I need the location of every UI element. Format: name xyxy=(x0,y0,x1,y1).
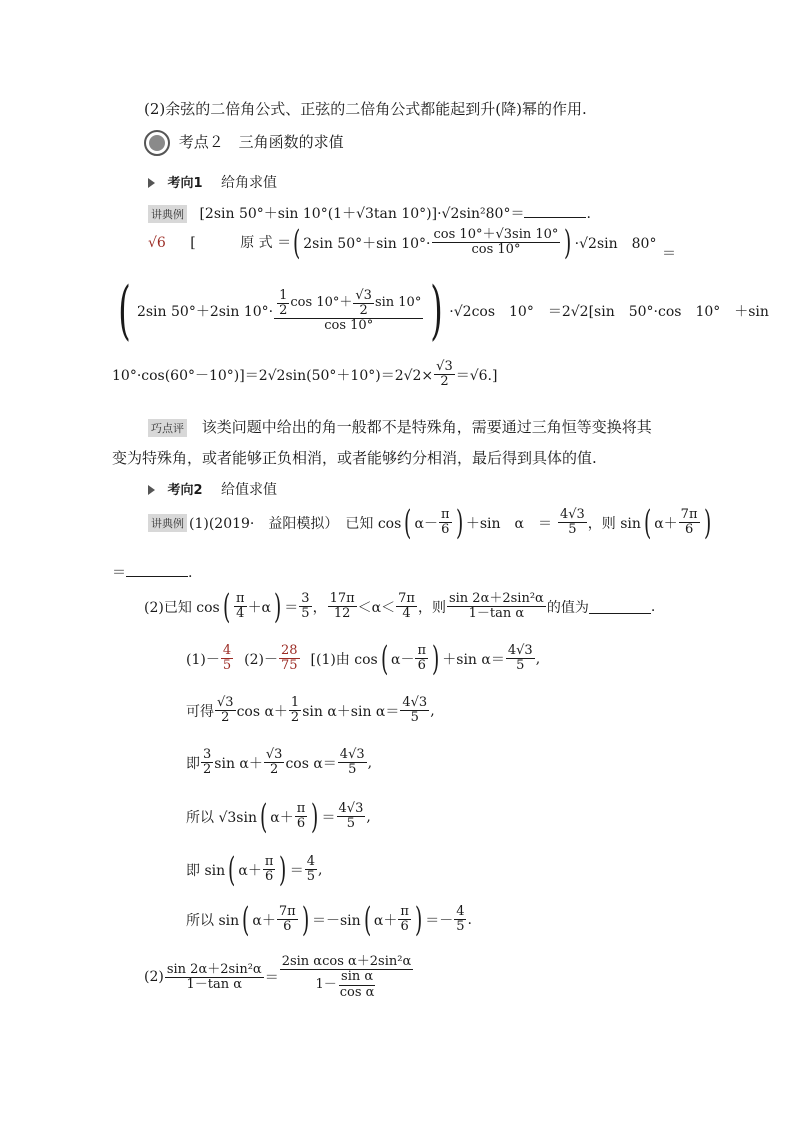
right-paren: ) xyxy=(311,796,319,837)
circle-badge-icon xyxy=(144,130,170,156)
den: 75 xyxy=(280,658,298,674)
left-paren: ( xyxy=(404,502,412,543)
den: 5 xyxy=(306,869,315,885)
sol-line2 xyxy=(186,748,372,778)
kaodian-title: 三角函数的求值 xyxy=(238,133,344,151)
num: √3 xyxy=(217,695,234,710)
sol-s2-end: , xyxy=(367,754,373,771)
sol-s1-b: cos α＋ xyxy=(236,703,288,720)
left-paren: ( xyxy=(380,638,388,679)
ex2-q1-end: ＝ xyxy=(112,565,126,581)
right-paren: ) xyxy=(703,502,711,543)
num: sin 2α＋2sin²α xyxy=(448,591,544,606)
num: 4 xyxy=(306,854,315,869)
comment-tag: 巧点评 xyxy=(148,419,187,437)
comment-line2 xyxy=(112,447,597,468)
pi-over-6 xyxy=(398,905,411,935)
ex1-l2-b: ·√2cos 10° ＝2√2[sin 50°·cos 10° ＋sin xyxy=(449,304,769,320)
num: π xyxy=(236,591,245,606)
sol-s0-b: α－ xyxy=(390,651,415,668)
num: π xyxy=(296,801,306,816)
big-right-paren: ) xyxy=(430,274,444,348)
sol-s5-d: α＋ xyxy=(373,912,398,929)
ex1-l2-frac xyxy=(274,289,423,334)
s6-frac2 xyxy=(280,955,414,1000)
ex2-q2-f: 的值为 xyxy=(546,599,589,616)
expr-frac xyxy=(447,592,546,622)
s3-frac xyxy=(337,802,366,832)
ex2-q2-c: ， xyxy=(312,599,327,616)
sol-s4-a: 即 sin xyxy=(186,862,226,879)
pi-over-4 xyxy=(234,592,247,622)
den: 5 xyxy=(456,919,465,935)
den: 6 xyxy=(265,869,274,885)
right-paren: ) xyxy=(414,899,423,940)
ex1-formula3 xyxy=(112,360,497,390)
kaoxiang1-header xyxy=(148,172,277,192)
den: 4 xyxy=(402,606,411,622)
ex1-l1-num: cos 10°＋√3sin 10° xyxy=(433,227,559,242)
right-paren: ) xyxy=(564,222,572,263)
num: 4 xyxy=(222,643,232,658)
sol-s3-end: , xyxy=(366,808,371,825)
six: 6 xyxy=(441,522,450,538)
17pi-over-12 xyxy=(328,592,357,622)
ex1-l3-frac xyxy=(434,360,455,390)
sol-s1-a: 可得 xyxy=(186,703,214,720)
right-paren: ) xyxy=(431,638,440,679)
ex2-q1-c: ，则 sin xyxy=(587,515,641,532)
den: 4 xyxy=(236,606,245,622)
big-left-paren: ( xyxy=(118,274,131,348)
ex2-q1-d: α＋ xyxy=(654,515,678,532)
sol-line3 xyxy=(186,796,371,837)
left-paren: ( xyxy=(242,899,250,940)
s1-frac2 xyxy=(289,696,301,726)
den xyxy=(313,970,379,1000)
den: 5 xyxy=(568,522,577,538)
kaoxiang2-label: 考向2 xyxy=(167,483,203,498)
comment-text2: 变为特殊角，或者能够正负相消，或者能够约分相消，最后得到具体的值. xyxy=(112,449,597,467)
sol-s3-c: ＝ xyxy=(321,809,336,826)
den: 2 xyxy=(221,710,230,726)
ex1-l3-b: ＝√6.] xyxy=(455,367,498,384)
ex1-l2-a: 2sin 50°＋2sin 10°· xyxy=(136,304,274,320)
sqrt3half-frac xyxy=(353,289,374,319)
sol-s2-a: 即 xyxy=(186,755,200,772)
ex2-q2-e: ，则 xyxy=(417,599,446,616)
ex1-l2-num-f: sin 10° xyxy=(374,295,422,311)
ex1-l1-a: 2sin 50°＋sin 10°· xyxy=(303,235,431,252)
sol-s5-c: ＝－sin xyxy=(311,912,361,929)
left-paren: ( xyxy=(643,502,652,543)
answer-blank xyxy=(589,599,651,614)
7pi-over-6 xyxy=(277,905,298,935)
ex1-formula2 xyxy=(112,274,769,348)
sol-s6-eq: ＝ xyxy=(264,970,279,987)
left-paren: ( xyxy=(259,796,268,837)
right-paren: ) xyxy=(274,586,282,627)
ex1-l1-den: cos 10° xyxy=(471,242,521,258)
den: 1－tan α xyxy=(186,976,243,992)
den: 6 xyxy=(417,658,426,674)
ex1-l1-eq: ＝ xyxy=(662,246,676,262)
example-tag: 讲典例 xyxy=(148,205,187,223)
ex2-q2-d: ＜α＜ xyxy=(357,599,396,616)
sol-a2: (2)－ xyxy=(244,651,278,668)
sol-s4-b: α＋ xyxy=(238,862,262,879)
example1-question: 讲典例 [2sin 50°＋sin 10°(1＋√3tan 10°)]·√2sin²80°＝ . xyxy=(148,203,591,223)
7pi-over-6 xyxy=(679,508,700,538)
num: π xyxy=(264,854,274,869)
sol-s2-b: sin α＋ xyxy=(214,755,263,772)
ex1-l2-num-c: cos 10°＋ xyxy=(290,295,353,311)
ex2-q2 xyxy=(144,586,656,627)
num: 4√3 xyxy=(338,801,364,816)
num: 4√3 xyxy=(559,507,585,522)
ex1-l2-num xyxy=(274,289,423,320)
den: 6 xyxy=(283,919,292,935)
kaoxiang1-title: 给角求值 xyxy=(220,175,277,191)
pi-over-6 xyxy=(295,802,308,832)
sol-line6 xyxy=(144,955,414,1000)
ex1-bracket: [ xyxy=(190,235,196,251)
s5-frac xyxy=(454,905,466,935)
right-paren: ) xyxy=(301,899,309,940)
answer2-frac xyxy=(279,644,300,674)
kaodian-header xyxy=(144,130,344,156)
num: 1 xyxy=(290,695,300,710)
kaodian-label: 考点２ xyxy=(178,133,224,151)
ex1-l2-den: cos 10° xyxy=(324,318,374,334)
sol-s5-b: α＋ xyxy=(252,912,276,929)
s2-frac1 xyxy=(201,748,213,778)
ex2-q1-answer-line: ＝ . xyxy=(112,562,192,582)
sol-s0: [(1)由 cos xyxy=(310,651,378,668)
sol-s2-c: cos α＝ xyxy=(285,755,337,772)
den: 6 xyxy=(400,919,409,935)
num: 4√3 xyxy=(402,695,428,710)
den: 1－tan α xyxy=(468,606,525,622)
sol-s5-a: 所以 sin xyxy=(186,912,240,929)
intro-line xyxy=(144,98,587,119)
num: 3 xyxy=(301,591,310,606)
num: 17π xyxy=(329,591,355,606)
sol-a1: (1)－ xyxy=(186,651,220,668)
num: 4√3 xyxy=(507,643,533,658)
right-paren: ) xyxy=(455,502,463,543)
ex2-q1-b: ＋sin α ＝ xyxy=(465,515,552,532)
den: 6 xyxy=(296,816,306,832)
ex1-yuanshi: 原 式 ＝ xyxy=(240,235,292,251)
den: 5 xyxy=(348,762,357,778)
four-root3-over-5 xyxy=(558,508,587,538)
kaoxiang2-title: 给值求值 xyxy=(220,482,277,498)
den-a: 1－ xyxy=(315,976,337,992)
ex1-formula1 xyxy=(290,222,657,263)
sol-line0 xyxy=(186,638,541,679)
den: 5 xyxy=(301,606,310,622)
answer-blank xyxy=(126,562,188,577)
ex1-l1-b: ·√2sin 80° xyxy=(574,235,657,252)
3-over-5 xyxy=(299,592,311,622)
sol-s5-e: ＝－ xyxy=(425,912,454,929)
example-tag: 讲典例 xyxy=(148,514,187,532)
num: 7π xyxy=(398,591,415,606)
left-paren: ( xyxy=(222,586,231,627)
pi: π xyxy=(441,507,450,522)
den: 5 xyxy=(410,710,419,726)
den: 2 xyxy=(203,762,212,778)
num: sin α xyxy=(341,969,374,985)
den: 5 xyxy=(516,658,525,674)
7pi-over-4 xyxy=(396,592,417,622)
kaoxiang2-header xyxy=(148,479,277,499)
s0-frac xyxy=(506,644,535,674)
sol-s3-a: 所以 √3sin xyxy=(186,809,257,826)
intro-text: (2)余弦的二倍角公式、正弦的二倍角公式都能起到升(降)幂的作用. xyxy=(144,100,587,118)
tan-frac xyxy=(338,970,377,1000)
sol-line5 xyxy=(186,899,472,940)
s6-frac1 xyxy=(165,963,264,993)
ex2-q2-eq: ＝ xyxy=(284,599,299,616)
ex2-q2-a: (2)已知 cos xyxy=(144,599,220,616)
ex2-q1-alpha: α－ xyxy=(414,515,439,532)
num: π xyxy=(417,643,426,658)
sqrt3-den: 2 xyxy=(359,302,368,318)
num: 7π xyxy=(680,507,698,522)
num: π xyxy=(400,904,409,919)
comment-text1: 该类问题中给出的角一般都不是特殊角，需要通过三角恒等变换将其 xyxy=(201,418,652,436)
den: 12 xyxy=(333,606,351,622)
num: 4√3 xyxy=(339,747,365,762)
den: 5 xyxy=(222,658,232,674)
ex1-l3-a: 10°·cos(60°－10°)]＝2√2sin(50°＋10°)＝2√2× xyxy=(112,367,434,384)
num: sin 2α＋2sin²α xyxy=(166,961,262,977)
answer1-frac xyxy=(221,644,233,674)
triangle-icon xyxy=(148,178,155,188)
den: 2 xyxy=(270,762,279,778)
half-frac xyxy=(277,289,289,319)
s4-frac xyxy=(305,855,317,885)
den: 2 xyxy=(290,710,300,726)
sol-s4-end: , xyxy=(317,861,323,878)
sol-s4-c: ＝ xyxy=(289,862,304,879)
den: cos α xyxy=(339,984,375,1000)
half-den: 2 xyxy=(279,302,288,318)
kaoxiang1-label: 考向1 xyxy=(167,176,203,191)
s2-frac3 xyxy=(338,748,367,778)
pi-over-6 xyxy=(439,508,452,538)
left-paren: ( xyxy=(292,222,301,263)
sol-s5-end: . xyxy=(467,911,472,928)
example1-text: [2sin 50°＋sin 10°(1＋√3tan 10°)]·√2sin²80°＝ xyxy=(199,206,525,222)
num: 28 xyxy=(280,643,298,658)
ex2-q1-a: (1)(2019· 益阳模拟） 已知 cos xyxy=(189,515,402,532)
comment-line1 xyxy=(148,416,652,437)
den: 5 xyxy=(346,816,356,832)
half-num: 1 xyxy=(279,287,288,303)
ex1-l3-num: √3 xyxy=(436,359,453,374)
sol-line4 xyxy=(186,849,323,890)
num: 2sin αcos α＋2sin²α xyxy=(281,954,412,969)
ex1-l1-frac xyxy=(432,228,561,258)
pi-over-6 xyxy=(415,644,428,674)
s2-frac2 xyxy=(264,748,285,778)
sol-s1-c: sin α＋sin α＝ xyxy=(302,703,400,720)
ex1-solution-line1 xyxy=(148,232,291,252)
s1-frac3 xyxy=(400,696,429,726)
triangle-icon xyxy=(148,485,155,495)
ex2-q2-end: . xyxy=(650,598,656,615)
left-paren: ( xyxy=(363,899,371,940)
sol-s0-end: , xyxy=(535,650,541,667)
sqrt3-num: √3 xyxy=(355,287,372,303)
left-paren: ( xyxy=(228,849,236,890)
right-paren: ) xyxy=(279,849,287,890)
ex2-q2-b: ＋α xyxy=(247,599,272,616)
sol-s0-c: ＋sin α＝ xyxy=(442,651,505,668)
sol-line1 xyxy=(186,696,435,726)
sol-s3-b: α＋ xyxy=(270,809,294,826)
sol-s1-end: , xyxy=(430,702,435,719)
den: 6 xyxy=(684,522,694,538)
ex1-answer: √6 xyxy=(148,235,166,251)
sol-s6-a: (2) xyxy=(144,969,164,986)
ex1-l3-den: 2 xyxy=(440,374,449,390)
pi-over-6 xyxy=(263,855,276,885)
ex2-q1 xyxy=(148,502,714,543)
s1-frac1 xyxy=(215,696,236,726)
num: 4 xyxy=(456,904,465,919)
num: √3 xyxy=(265,747,283,762)
num: 7π xyxy=(278,904,296,919)
answer-blank xyxy=(524,203,586,218)
num: 3 xyxy=(203,747,212,762)
